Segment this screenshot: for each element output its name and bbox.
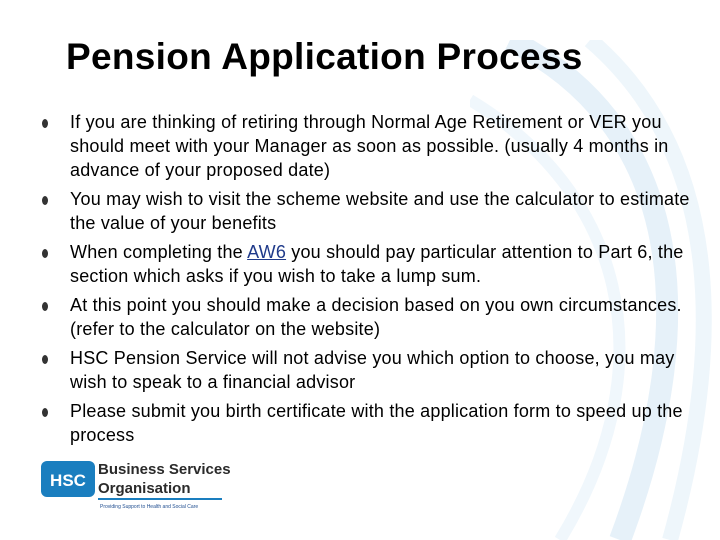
bullet-dot-icon: [42, 196, 48, 205]
bullet-text: At this point you should make a decision based on you own circumstances. (refer to the calculator on the website): [70, 295, 682, 339]
bullet-item: [42, 293, 708, 341]
bso-logo: [40, 458, 230, 518]
bullet-text-before: When completing the: [70, 242, 248, 262]
bullet-text: If you are thinking of retiring through Normal Age Retirement or VER you should meet with your Manager as soon as possible. (usually 4 months in advance of your proposed date): [70, 112, 669, 180]
logo-name: [98, 460, 231, 498]
bullet-item: [42, 110, 708, 182]
bullet-text: Please submit you birth certificate with the application form to speed up the process: [70, 401, 683, 445]
bullet-item: [42, 240, 708, 288]
bullet-item: [42, 187, 708, 235]
slide-title: Pension Application Process: [66, 36, 583, 77]
bullet-text: You may wish to visit the scheme website and use the calculator to estimate the value of your benefits: [70, 189, 690, 233]
logo-tagline: Providing Support to Health and Social Care: [100, 504, 199, 510]
bullet-dot-icon: [42, 119, 48, 128]
bullet-item: [42, 346, 708, 394]
bullet-dot-icon: [42, 302, 48, 311]
bullet-dot-icon: [42, 249, 48, 258]
bullet-item: [42, 399, 708, 447]
aw6-link[interactable]: AW6: [247, 242, 287, 262]
hsc-badge-icon: [40, 460, 96, 498]
logo-divider: [98, 498, 222, 500]
bullet-text: HSC Pension Service will not advise you which option to choose, you may wish to speak to a financial advisor: [70, 348, 675, 392]
bullet-dot-icon: [42, 355, 48, 364]
logo-name-line2: Organisation: [98, 480, 191, 497]
logo-badge-text: HSC: [50, 471, 86, 490]
bullet-list: [42, 110, 708, 452]
bullet-text-after: you should pay particular attention to Part 6, the section which asks if you wish to take a lump sum.: [70, 242, 684, 286]
logo-name-line1: Business Services: [98, 461, 231, 478]
bullet-dot-icon: [42, 408, 48, 417]
